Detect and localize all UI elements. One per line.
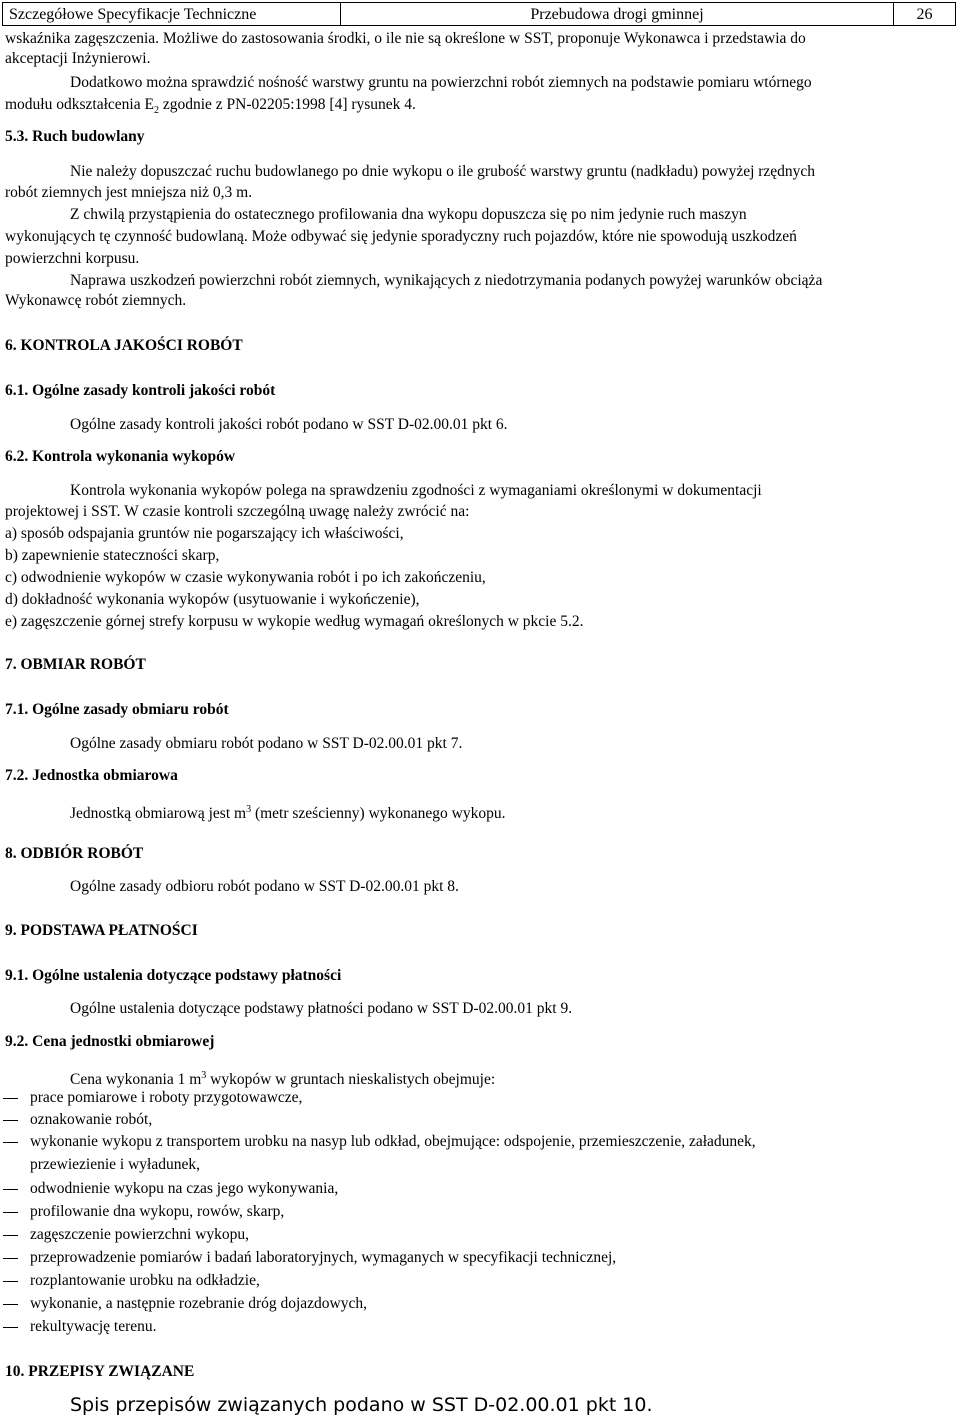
list-item: zagęszczenie powierzchni wykopu, bbox=[30, 1226, 250, 1243]
text-span: modułu odkształcenia E bbox=[5, 96, 154, 113]
list-item: e) zagęszczenie górnej strefy korpusu w wykopie według wymagań określonych w pkcie 5.2. bbox=[5, 613, 584, 630]
section-heading-9: 9. PODSTAWA PŁATNOŚCI bbox=[5, 922, 198, 939]
list-dash bbox=[3, 1281, 18, 1282]
header-project-name: Przebudowa drogi gminnej bbox=[341, 3, 894, 25]
paragraph-line: Ogólne ustalenia dotyczące podstawy płatności podano w SST D-02.00.01 pkt 9. bbox=[70, 1000, 573, 1017]
text-span: (metr sześcienny) wykonanego wykopu. bbox=[251, 805, 506, 823]
section-heading-7-1: 7.1. Ogólne zasady obmiaru robót bbox=[5, 701, 229, 718]
list-dash bbox=[3, 1212, 18, 1213]
list-item-continuation: przewiezienie i wyładunek, bbox=[30, 1156, 200, 1173]
paragraph-line: Dodatkowo można sprawdzić nośność warstwy gruntu na powierzchni robót ziemnych na podstawie pomiaru wtórnego bbox=[70, 74, 812, 91]
list-item: odwodnienie wykopu na czas jego wykonywania, bbox=[30, 1180, 339, 1197]
list-item: rekultywację terenu. bbox=[30, 1318, 157, 1335]
list-dash bbox=[3, 1120, 18, 1121]
section-heading-8: 8. ODBIÓR ROBÓT bbox=[5, 845, 144, 862]
section-heading-9-2: 9.2. Cena jednostki obmiarowej bbox=[5, 1033, 215, 1050]
paragraph-line bbox=[5, 95, 416, 121]
list-item: wykonanie, a następnie rozebranie dróg dojazdowych, bbox=[30, 1295, 367, 1312]
text-span: Jednostką obmiarową jest m bbox=[70, 805, 247, 823]
header-page-number: 26 bbox=[916, 6, 933, 23]
paragraph-line: wskaźnika zagęszczenia. Możliwe do zastosowania środki, o ile nie są określone w SST, proponuje Wykonawca i przedstawia do bbox=[5, 30, 806, 47]
paragraph-line: projektowej i SST. W czasie kontroli szczególną uwagę należy zwrócić na: bbox=[5, 503, 470, 520]
list-item: profilowanie dna wykopu, rowów, skarp, bbox=[30, 1203, 285, 1220]
paragraph-line: Wykonawcę robót ziemnych. bbox=[5, 292, 187, 309]
superscript: 3 bbox=[201, 1070, 207, 1081]
paragraph-line: Kontrola wykonania wykopów polega na sprawdzeniu zgodności z wymaganiami określonymi w dokumentacji bbox=[70, 482, 762, 499]
list-item: c) odwodnienie wykopów w czasie wykonywania robót i po ich zakończeniu, bbox=[5, 569, 486, 586]
list-item: prace pomiarowe i roboty przygotowawcze, bbox=[30, 1089, 303, 1106]
list-item: d) dokładność wykonania wykopów (usytuowanie i wykończenie), bbox=[5, 591, 420, 608]
paragraph-line: Ogólne zasady obmiaru robót podano w SST D-02.00.01 pkt 7. bbox=[70, 735, 463, 752]
paragraph-line: akceptacji Inżynierowi. bbox=[5, 50, 151, 67]
section-heading-7: 7. OBMIAR ROBÓT bbox=[5, 656, 146, 673]
list-item: wykonanie wykopu z transportem urobku na nasyp lub odkład, obejmujące: odspojenie, przemieszczenie, załadunek, bbox=[30, 1133, 756, 1150]
list-dash bbox=[3, 1142, 18, 1143]
list-dash bbox=[3, 1327, 18, 1328]
paragraph-line bbox=[70, 800, 505, 824]
section-heading-6-2: 6.2. Kontrola wykonania wykopów bbox=[5, 448, 236, 465]
section-heading-9-1: 9.1. Ogólne ustalenia dotyczące podstawy płatności bbox=[5, 967, 342, 984]
list-dash bbox=[3, 1098, 18, 1099]
paragraph-line: powierzchni korpusu. bbox=[5, 250, 140, 267]
list-item: a) sposób odspajania gruntów nie pogarszający ich właściwości, bbox=[5, 525, 404, 542]
section-heading-6: 6. KONTROLA JAKOŚCI ROBÓT bbox=[5, 337, 243, 354]
paragraph-line: Spis przepisów związanych podano w SST D-02.00.01 pkt 10. bbox=[70, 1394, 653, 1416]
text-span: Cena wykonania 1 m bbox=[70, 1071, 202, 1089]
paragraph-line: robót ziemnych jest mniejsza niż 0,3 m. bbox=[5, 184, 253, 201]
paragraph-line: Nie należy dopuszczać ruchu budowlanego po dnie wykopu o ile grubość warstwy gruntu (nadkładu) powyżej rzędnych bbox=[70, 163, 816, 180]
subscript: 2 bbox=[153, 105, 159, 117]
list-dash bbox=[3, 1258, 18, 1259]
paragraph-line: Z chwilą przystąpienia do ostatecznego profilowania dna wykopu dopuszcza się po nim jedynie ruch maszyn bbox=[70, 206, 747, 223]
header-document-title: Szczegółowe Specyfikacje Techniczne bbox=[3, 3, 341, 25]
list-dash bbox=[3, 1235, 18, 1236]
paragraph-line: Ogólne zasady odbioru robót podano w SST D-02.00.01 pkt 8. bbox=[70, 878, 459, 895]
superscript: 3 bbox=[246, 804, 252, 815]
list-item: oznakowanie robót, bbox=[30, 1111, 153, 1128]
list-item: b) zapewnienie stateczności skarp, bbox=[5, 547, 220, 564]
paragraph-line: Naprawa uszkodzeń powierzchni robót ziemnych, wynikających z niedotrzymania podanych powyżej warunków obciąża bbox=[70, 272, 823, 289]
section-heading-6-1: 6.1. Ogólne zasady kontroli jakości robót bbox=[5, 382, 276, 399]
paragraph-line: Ogólne zasady kontroli jakości robót podano w SST D-02.00.01 pkt 6. bbox=[70, 416, 508, 433]
section-heading-5-3: 5.3. Ruch budowlany bbox=[5, 128, 145, 145]
paragraph-line bbox=[70, 1066, 495, 1090]
list-dash bbox=[3, 1304, 18, 1305]
list-item: rozplantowanie urobku na odkładzie, bbox=[30, 1272, 260, 1289]
page-header bbox=[2, 2, 956, 26]
section-heading-7-2: 7.2. Jednostka obmiarowa bbox=[5, 767, 178, 784]
list-item: przeprowadzenie pomiarów i badań laboratoryjnych, wymaganych w specyfikacji technicznej, bbox=[30, 1249, 617, 1266]
paragraph-line: wykonujących tę czynność budowlaną. Może odbywać się jedynie sporadyczny ruch pojazdów, które nie spowodują uszkodzeń bbox=[5, 228, 797, 245]
text-span: wykopów w gruntach nieskalistych obejmuje: bbox=[206, 1071, 496, 1089]
section-heading-10: 10. PRZEPISY ZWIĄZANE bbox=[5, 1363, 195, 1380]
text-span: zgodnie z PN-02205:1998 [4] rysunek 4. bbox=[158, 96, 416, 113]
list-dash bbox=[3, 1189, 18, 1190]
